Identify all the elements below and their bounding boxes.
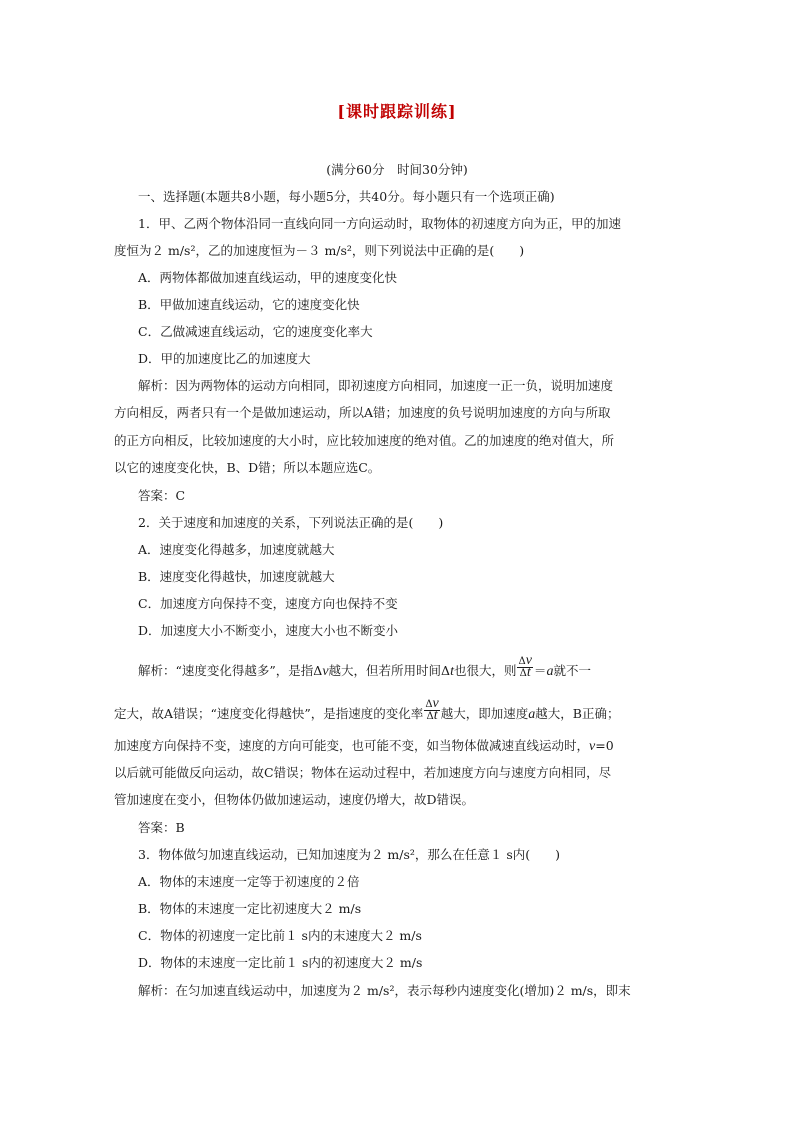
q2-analysis-line2 [114,696,620,726]
q2-analysis-line1 [138,653,591,683]
q2-analysis-text: 也很大，则 [453,663,517,678]
q2-analysis-text: 越大，但若所用时间Δ [328,663,451,678]
q2-analysis-text: =0 [595,738,614,753]
variable-a: a [546,664,554,679]
q1-stem-line2: 度恒为２ m/s²，乙的加速度恒为－３ m/s²，则下列说法中正确的是( ) [114,243,525,258]
exam-info: (满分60分 时间30分钟) [326,162,468,177]
q1-option-b: B．甲做加速直线运动，它的速度变化快 [138,297,360,312]
q3-option-b: B．物体的末速度一定比初速度大２ m/s [138,901,362,916]
q3-stem: 3．物体做匀加速直线运动，已知加速度为２ m/s²，那么在任意１ s内( ) [138,847,561,862]
q2-analysis-line5: 管加速度在变小，但物体仍做加速运动，速度仍增大，故D错误。 [114,792,475,807]
fraction-denominator: Δt [519,665,531,680]
q3-option-c: C．物体的初速度一定比前１ s内的末速度大２ m/s [138,928,422,943]
equals-sign: ＝ [533,663,547,678]
q1-answer: 答案：C [138,488,186,503]
fraction-dv-dt [424,696,439,723]
q2-option-d: D．加速度大小不断变小，速度大小也不断变小 [138,623,399,638]
variable-a: a [528,707,536,722]
fraction-dv-dt [517,653,532,680]
q1-stem-line1: 1．甲、乙两个物体沿同一直线向同一方向运动时，取物体的初速度方向为正，甲的加速 [138,216,621,231]
q1-option-d: D．甲的加速度比乙的加速度大 [138,351,311,366]
variable-v: v [322,664,329,679]
q2-stem: 2．关于速度和加速度的关系，下列说法正确的是( ) [138,515,444,530]
q1-analysis-line1: 解析：因为两物体的运动方向相同，即初速度方向相同，加速度一正一负，说明加速度 [138,378,614,393]
fraction-numerator: Δv [425,696,439,711]
q2-option-a: A．速度变化得越多，加速度就越大 [138,542,335,557]
variable-v: v [589,739,596,754]
q1-analysis-line4: 以它的速度变化快，B、D错；所以本题应选C。 [114,460,381,475]
q2-analysis-text: 越大，即加速度 [440,706,529,721]
q2-analysis-text: 解析：“速度变化得越多”，是指Δ [138,663,323,678]
variable-t: t [450,664,454,679]
q2-analysis-text: 越大，B正确； [535,706,620,721]
q3-analysis-line1: 解析：在匀加速直线运动中，加速度为２ m/s²，表示每秒内速度变化(增加)２ m/s，即末 [138,983,631,998]
q2-analysis-text: 加速度方向保持不变，速度的方向可能变，也可能不变，如当物体做减速直线运动时， [114,738,590,753]
section-heading: 一、选择题(本题共8小题，每小题5分，共40分。每小题只有一个选项正确) [138,189,555,204]
q3-option-d: D．物体的末速度一定比前１ s内的初速度大２ m/s [138,955,423,970]
q2-analysis-text: 定大，故A错误；“速度变化得越快”，是指速度的变化率 [114,706,424,721]
q2-analysis-line4: 以后就可能做反向运动，故C错误；物体在运动过程中，若加速度方向与速度方向相同，尽 [114,765,612,780]
fraction-denominator: Δt [426,708,438,723]
q3-option-a: A．物体的末速度一定等于初速度的２倍 [138,874,360,889]
q1-option-c: C．乙做减速直线运动，它的速度变化率大 [138,324,373,339]
q2-option-c: C．加速度方向保持不变，速度方向也保持不变 [138,596,398,611]
q2-option-b: B．速度变化得越快，加速度就越大 [138,569,335,584]
q1-analysis-line3: 的正方向相反，比较加速度的大小时，应比较加速度的绝对值。乙的加速度的绝对值大，所 [114,433,615,448]
q2-analysis-line3 [114,737,614,756]
q1-analysis-line2: 方向相反，两者只有一个是做加速运动，所以A错；加速度的负号说明加速度的方向与所取 [114,405,611,420]
q1-option-a: A．两物体都做加速直线运动，甲的速度变化快 [138,270,398,285]
q2-analysis-text: 就不一 [553,663,591,678]
page-title: [课时跟踪训练] [337,102,457,121]
fraction-numerator: Δv [518,653,532,668]
q2-answer: 答案：B [138,820,185,835]
